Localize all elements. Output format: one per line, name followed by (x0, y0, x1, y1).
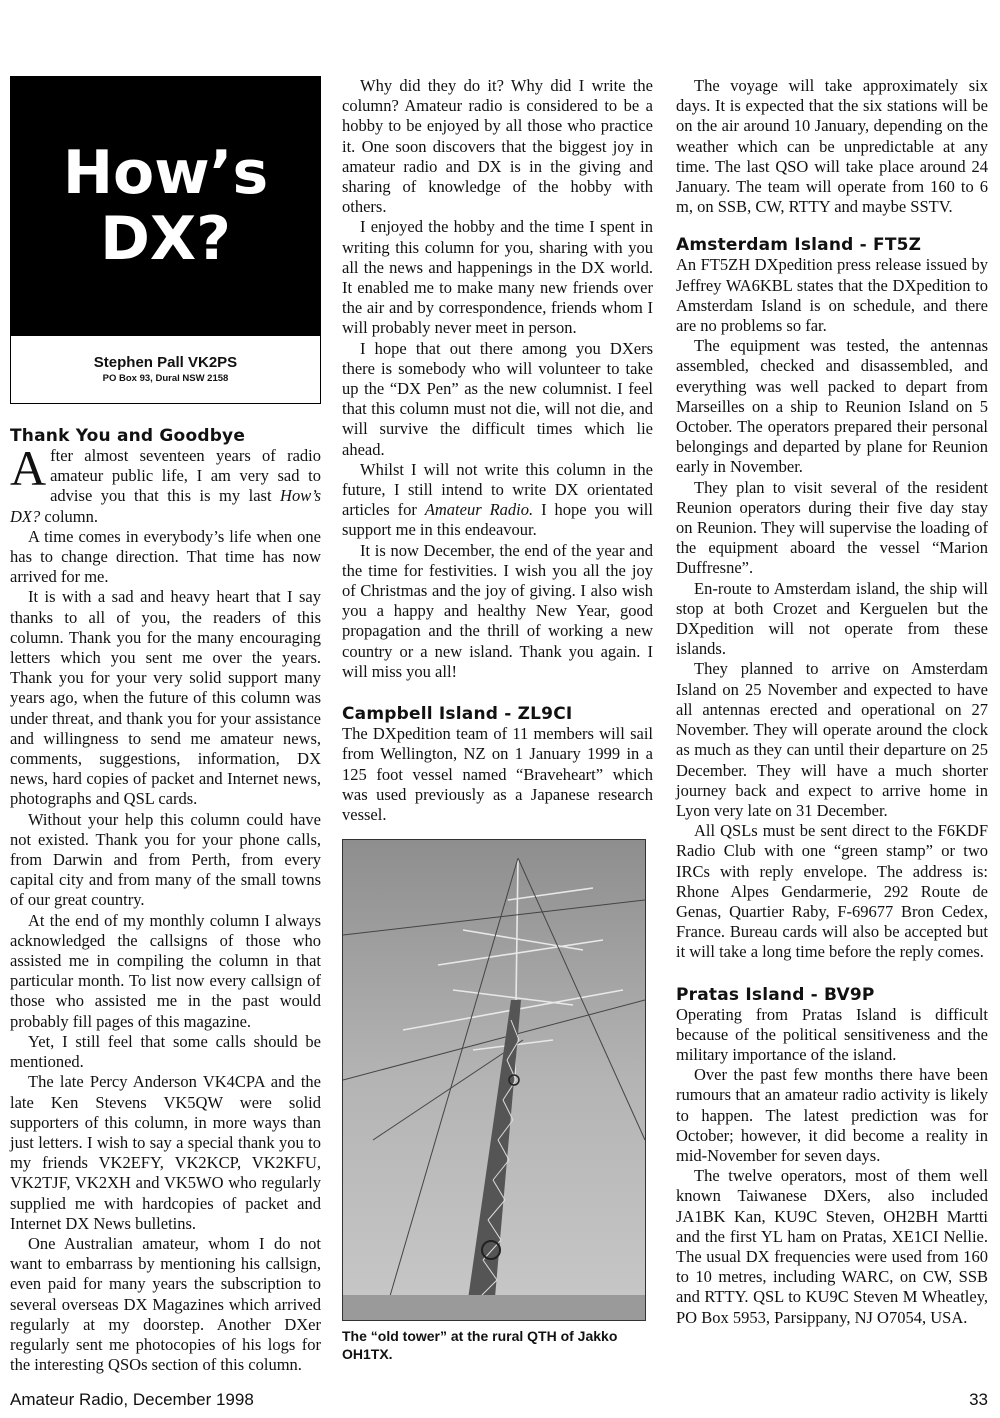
intro-paragraph (10, 440, 321, 527)
tower-photo-image (343, 840, 645, 1320)
section-heading-amsterdam: Amsterdam Island - FT5Z (676, 235, 922, 256)
footer-publication: Amateur Radio, December 1998 (10, 1390, 254, 1409)
section-heading-campbell: Campbell Island - ZL9CI (342, 704, 573, 725)
body-paragraph: It is now December, the end of the year and the time for festivities. I wish you all the joy of Christmas and the joy of giving. I also wish you a happy and healthy New Year, good propagation and the thrill of working a new country or a new island. Thank you again. I will miss you all! (342, 540, 653, 681)
body-paragraph: All QSLs must be sent direct to the F6KDF Radio Club with one “green stamp” or two IRCs with reply envelope. The address is: Rhone Alpes Gendarmerie, 292 Route de Genas, Quartier Raby, F-69677 Bron Cedex, France. Bureau cards will also be accepted but it will take a long time before the reply comes. (676, 821, 988, 962)
intro-italic: How’s DX? (10, 486, 321, 526)
body-paragraph: The twelve operators, most of them well known Taiwanese DXers, also included JA1BK Kan, KU9C Steven, OH2BH Martti and the first YL ham on Pratas, XE1CI Nellie. The usual DX frequencies were used from 160 to 10 metres, including WARC, on CW, SSB and RTTY. QSL to KU9C Steven M Wheatley, PO Box 5953, Parsippany, NJ O7054, USA. (676, 1166, 988, 1327)
body-paragraph: Without your help this column could have not existed. Thank you for your phone calls, from Darwin and from Perth, from every capital city and from many of the small towns of our great country. (10, 809, 321, 910)
body-paragraph: The voyage will take approximately six days. It is expected that the six stations will be on the air around 10 January, depending on the weather which can be unpredictable at any time. The last QSO will take place around 24 January. The team will operate from 160 to 6 m, on SSB, CW, RTTY and maybe SSTV. (676, 76, 988, 217)
body-paragraph: Why did they do it? Why did I write the column? Amateur radio is considered to be a hobby to be enjoyed by all those who practice it. One soon discovers that the biggest joy in amateur radio and DX is in the giving and sharing of knowledge of the hobby with others. (342, 76, 653, 217)
body-paragraph: The late Percy Anderson VK4CPA and the late Ken Stevens VK5QW were solid supporters of this column, in more ways than just letters. I wish to say a special thank you to my friends VK2EFY, VK2KCP, VK2KFU, VK2TJF, VK2XH and VK5WO who regularly supplied me with hardcopies of packet and Internet DX News bulletins. (10, 1072, 321, 1233)
future-paragraph (342, 460, 653, 541)
body-paragraph: Yet, I still feel that some calls should be mentioned. (10, 1031, 321, 1072)
section-heading-pratas: Pratas Island - BV9P (676, 984, 875, 1005)
future-end: I hope you will support me in this endeavour. (342, 500, 653, 540)
body-paragraph: Operating from Pratas Island is difficult because of the political sensitiveness and the military importance of the island. (676, 1004, 988, 1064)
tower-photo (342, 839, 646, 1321)
column-2 (342, 76, 653, 1363)
body-paragraph: One Australian amateur, whom I do not want to embarrass by mentioning his callsign, even paid for many years the subscription to several overseas DX Magazines which arrived regularly at my doorstep. Another DXer regularly sent me photocopies of his logs for the interesting QSOs section of this column. (10, 1233, 321, 1375)
column-1 (10, 76, 321, 1375)
section-heading-thank-you: Thank You and Goodbye (10, 426, 246, 446)
body-paragraph: They plan to visit several of the resident Reunion operators during their five day stay on Reunion. They will supervise the loading of the equipment aboard the vessel “Marion Duffresne”. (676, 477, 988, 578)
column-title-box (10, 76, 321, 336)
author-box (10, 336, 321, 404)
intro-text: fter almost seventeen years of radio amateur public life, I am very sad to advise you that this is my last (50, 446, 321, 506)
column-3 (676, 76, 988, 1328)
author-name: Stephen Pall VK2PS (93, 354, 238, 371)
body-paragraph: At the end of my monthly column I always acknowledged the callsigns of those who assisted me in compiling the column in that particular month. To list now every callsign of those who assisted me in the past would probably fill pages of this magazine. (10, 910, 321, 1031)
body-paragraph: A time comes in everybody’s life when one has to change direction. That time has now arrived for me. (10, 526, 321, 587)
body-paragraph: They planned to arrive on Amsterdam Island on 25 November and expected to have all antennas erected and operational on 27 November. They will operate around the clock as much as they can until their departure on 25 December. They will have a much shorter journey back and expect to arrive home in Lyon very late on 31 December. (676, 659, 988, 820)
body-paragraph: The DXpedition team of 11 members will sail from Wellington, NZ on 1 January 1999 in a 125 foot vessel named “Braveheart” which was used previously as a Japanese research vessel. (342, 724, 653, 824)
body-paragraph: Over the past few months there have been rumours that an amateur radio activity is likely to happen. The latest prediction was for October; however, it did become a reality in mid-November for seven days. (676, 1065, 988, 1165)
body-paragraph: En-route to Amsterdam island, the ship will stop at both Crozet and Kerguelen but the DXpedition will not operate from these islands. (676, 578, 988, 659)
intro-end: column. (40, 506, 98, 526)
page-footer (10, 1390, 988, 1414)
column-title-line-2: DX? (100, 204, 231, 274)
body-paragraph: I hope that out there among you DXers there is somebody who will volunteer to take up the “DX Pen” as the new columnist. I feel that this column must not die, will not die, and will survive the difficult times which lie ahead. (342, 338, 653, 459)
author-address: PO Box 93, Dural NSW 2158 (102, 373, 229, 384)
column-title-line-1: How’s (62, 138, 269, 208)
footer-page-number: 33 (969, 1390, 988, 1409)
body-paragraph: It is with a sad and heavy heart that I say thanks to all of you, the readers of this column. Thank you for the many encouraging letters which you sent me over the years. Thank you for your very solid support many years ago, when the future of this column was under threat, and thank you for your assistance and willingness to send me amateur news, comments, suggestions, information, DX news, hard copies of packet and Internet news, photographs and QSL cards. (10, 587, 321, 809)
body-paragraph: An FT5ZH DXpedition press release issued by Jeffrey WA6KBL states that the DXpedition to Amsterdam Island is on schedule, and there are no problems so far. (676, 255, 988, 336)
body-paragraph: I enjoyed the hobby and the time I spent in writing this column for you, sharing with you all the news and happenings in the DX world. It enabled me to make many new friends over the air and by correspondence, friends whom I will probably never meet in person. (342, 217, 653, 338)
future-italic: Amateur Radio. (424, 500, 534, 520)
photo-caption: The “old tower” at the rural QTH of Jakko OH1TX. (342, 1328, 618, 1363)
drop-cap: A (10, 440, 47, 496)
body-paragraph: The equipment was tested, the antennas assembled, checked and disassembled, and everything was well packed to depart from Marseilles on a ship to Reunion Island on 5 October. The operators prepared their personal belongings and departed by plane for Reunion early in November. (676, 336, 988, 477)
future-text: Whilst I will not write this column in the future, I still intend to write DX orientated articles for (342, 459, 653, 520)
